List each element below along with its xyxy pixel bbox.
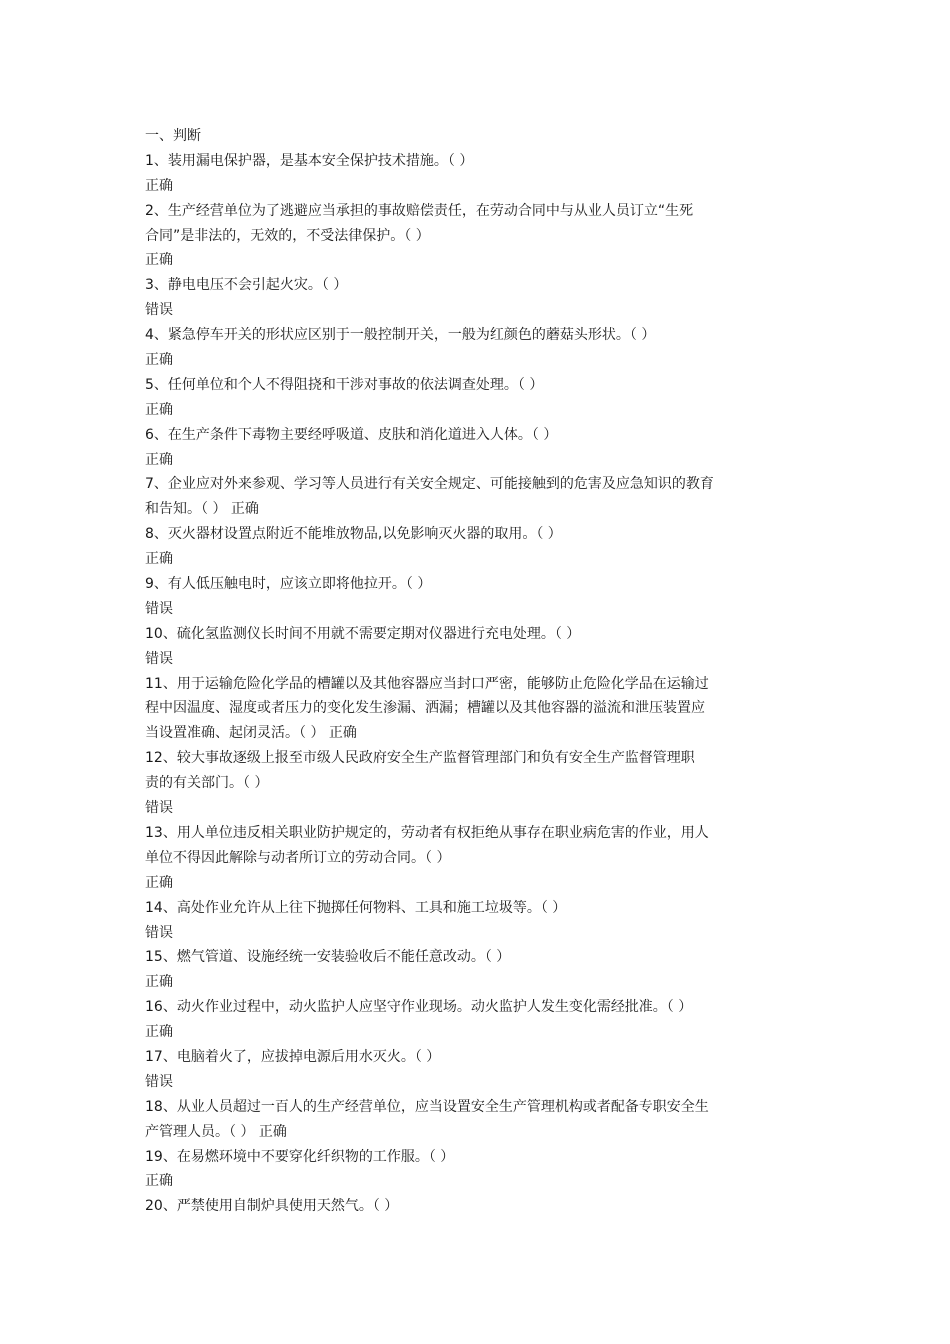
text-line: 20、严禁使用自制炉具使用天然气。（ ） bbox=[145, 1198, 399, 1215]
text-line: 17、电脑着火了，应拔掉电源后用水灭火。（ ） bbox=[145, 1048, 441, 1065]
text-line: 错误 bbox=[145, 924, 173, 941]
text-line: 1、装用漏电保护器，是基本安全保护技术措施。（ ） bbox=[145, 152, 474, 169]
text-line: 8、灭火器材设置点附近不能堆放物品,以免影响灭火器的取用。（ ） bbox=[145, 526, 562, 543]
text-line: 错误 bbox=[145, 650, 173, 667]
text-line: 10、硫化氢监测仪长时间不用就不需要定期对仪器进行充电处理。（ ） bbox=[145, 625, 581, 642]
text-line: 7、企业应对外来参观、学习等人员进行有关安全规定、可能接触到的危害及应急知识的教育 bbox=[145, 476, 714, 493]
text-line: 12、较大事故逐级上报至市级人民政府安全生产监督管理部门和负有安全生产监督管理职 bbox=[145, 750, 695, 767]
text-line: 16、动火作业过程中，动火监护人应坚守作业现场。动火监护人发生变化需经批准。（ ） bbox=[145, 999, 693, 1016]
text-line: 正确 bbox=[145, 177, 173, 194]
text-line: 当设置准确、起闭灵活。（ ） 正确 bbox=[145, 725, 357, 742]
text-line: 9、有人低压触电时，应该立即将他拉开。（ ） bbox=[145, 576, 432, 593]
text-line: 单位不得因此解除与动者所订立的劳动合同。（ ） bbox=[145, 849, 451, 866]
text-line: 正确 bbox=[145, 874, 173, 891]
text-line: 正确 bbox=[145, 551, 173, 568]
text-line: 15、燃气管道、设施经统一安装验收后不能任意改动。（ ） bbox=[145, 949, 511, 966]
text-line: 正确 bbox=[145, 401, 173, 418]
text-line: 11、用于运输危险化学品的槽罐以及其他容器应当封口严密，能够防止危险化学品在运输过 bbox=[145, 675, 709, 692]
text-line: 正确 bbox=[145, 1173, 173, 1190]
text-line: 错误 bbox=[145, 302, 173, 319]
text-line: 14、高处作业允许从上往下抛掷任何物料、工具和施工垃圾等。（ ） bbox=[145, 899, 567, 916]
text-line: 正确 bbox=[145, 974, 173, 991]
text-line: 合同”是非法的，无效的，不受法律保护。（ ） bbox=[145, 227, 430, 244]
text-line: 错误 bbox=[145, 800, 173, 817]
text-line: 5、任何单位和个人不得阻挠和干涉对事故的依法调查处理。（ ） bbox=[145, 376, 544, 393]
text-line: 错误 bbox=[145, 1073, 173, 1090]
document-body bbox=[145, 124, 815, 1219]
text-line: 19、在易燃环境中不要穿化纤织物的工作服。（ ） bbox=[145, 1148, 455, 1165]
text-line: 程中因温度、湿度或者压力的变化发生渗漏、洒漏；槽罐以及其他容器的溢流和泄压装置应 bbox=[145, 700, 705, 717]
text-line: 4、紧急停车开关的形状应区别于一般控制开关，一般为红颜色的蘑菇头形状。（ ） bbox=[145, 327, 656, 344]
text-line: 2、生产经营单位为了逃避应当承担的事故赔偿责任，在劳动合同中与从业人员订立“生死 bbox=[145, 202, 694, 219]
text-line: 和告知。（ ） 正确 bbox=[145, 501, 259, 518]
text-line: 正确 bbox=[145, 1024, 173, 1041]
text-line: 一、判断 bbox=[145, 128, 201, 144]
text-line: 责的有关部门。（ ） bbox=[145, 775, 269, 792]
text-line: 错误 bbox=[145, 600, 173, 617]
text-line: 3、静电电压不会引起火灾。（ ） bbox=[145, 277, 348, 294]
text-line: 正确 bbox=[145, 252, 173, 269]
text-line: 13、用人单位违反相关职业防护规定的，劳动者有权拒绝从事存在职业病危害的作业，用人 bbox=[145, 824, 709, 841]
text-line: 正确 bbox=[145, 352, 173, 369]
text-line: 正确 bbox=[145, 451, 173, 468]
text-line: 6、在生产条件下毒物主要经呼吸道、皮肤和消化道进入人体。（ ） bbox=[145, 426, 558, 443]
text-line: 18、从业人员超过一百人的生产经营单位，应当设置安全生产管理机构或者配备专职安全生 bbox=[145, 1098, 709, 1115]
text-line: 产管理人员。（ ） 正确 bbox=[145, 1123, 287, 1140]
